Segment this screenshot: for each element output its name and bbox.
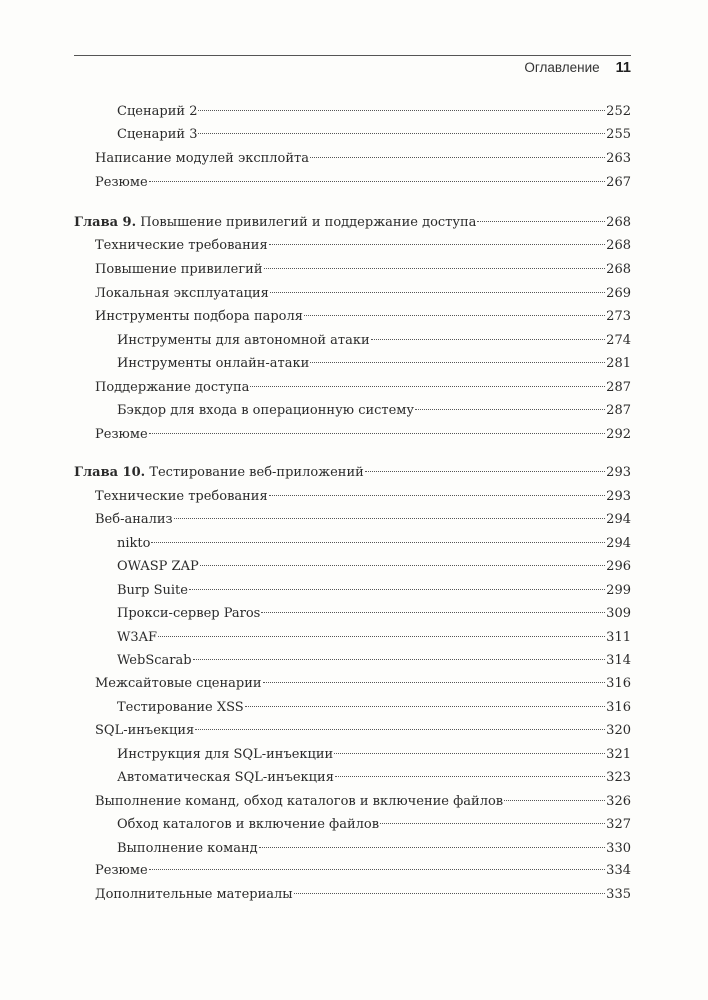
dot-leader <box>365 471 605 472</box>
toc-entry[interactable] <box>0 533 708 555</box>
toc-entry-line <box>95 860 631 882</box>
toc-entry-title <box>95 509 173 531</box>
toc-entry-line <box>95 424 631 446</box>
toc-entry-text: Повышение привилегий и поддержание доступа <box>140 215 477 230</box>
toc-page-number: 316 <box>606 700 631 715</box>
toc-entry-text: Резюме <box>95 427 148 442</box>
dot-leader <box>477 221 605 222</box>
toc-page-number: 281 <box>606 356 631 371</box>
toc-entry-text: Инструменты подбора пароля <box>95 309 303 324</box>
toc-entry-title <box>95 720 194 742</box>
toc-page-number: 268 <box>606 238 631 253</box>
dot-leader <box>264 268 606 269</box>
dot-leader <box>245 706 605 707</box>
toc-entry[interactable] <box>0 509 708 531</box>
toc-page-number: 335 <box>606 887 631 902</box>
toc-entry[interactable] <box>0 330 708 352</box>
toc-page-number: 320 <box>606 723 631 738</box>
toc-entry[interactable] <box>0 377 708 399</box>
toc-entry[interactable] <box>0 400 708 422</box>
toc-entry-title <box>117 400 414 422</box>
toc-entry-text: Обход каталогов и включение файлов <box>117 817 380 832</box>
toc-page-number: 316 <box>606 676 631 691</box>
toc-entry-title <box>95 884 293 906</box>
toc-entry-title <box>95 860 148 882</box>
toc-entry-title <box>95 283 269 305</box>
toc-entry-title <box>95 235 268 257</box>
dot-leader <box>263 682 606 683</box>
toc-entry-line <box>117 101 631 123</box>
toc-entry-line <box>95 791 631 813</box>
toc-entry[interactable] <box>0 580 708 602</box>
toc-entry-title <box>95 259 263 281</box>
toc-page-number: 263 <box>606 151 631 166</box>
toc-entry-text: Сценарий 2 <box>117 104 198 119</box>
toc-page-number: 309 <box>606 606 631 621</box>
toc-entry[interactable] <box>0 673 708 695</box>
dot-leader <box>250 386 605 387</box>
toc-page-number: 267 <box>606 175 631 190</box>
toc-entry[interactable] <box>0 860 708 882</box>
toc-page-number: 326 <box>606 794 631 809</box>
dot-leader <box>149 869 606 870</box>
toc-entry-text: Выполнение команд <box>117 841 258 856</box>
toc-page-number: 292 <box>606 427 631 442</box>
chapter-label: Глава 9. <box>74 215 137 230</box>
toc-entry[interactable] <box>0 627 708 649</box>
toc-entry-line <box>95 486 631 508</box>
toc-page-number: 269 <box>606 286 631 301</box>
toc-entry-title <box>117 603 260 625</box>
toc-entry-title <box>95 673 262 695</box>
dot-leader <box>158 636 605 637</box>
toc-entry[interactable] <box>0 814 708 836</box>
toc-entry-title <box>117 124 197 146</box>
toc-entry-title <box>117 814 379 836</box>
toc-entry-text: Выполнение команд, обход каталогов и включение файлов <box>95 794 504 809</box>
dot-leader <box>198 110 605 111</box>
toc-entry-text: SQL-инъекция <box>95 723 195 738</box>
toc-entry[interactable] <box>0 283 708 305</box>
toc-page-number: 274 <box>606 333 631 348</box>
dot-leader <box>504 800 605 801</box>
toc-entry-line <box>117 838 631 860</box>
toc-entry[interactable] <box>0 556 708 578</box>
toc-page-number: 311 <box>606 630 631 645</box>
toc-page-number: 287 <box>606 403 631 418</box>
page-number: 11 <box>615 60 631 76</box>
toc-entry-text: Межсайтовые сценарии <box>95 676 262 691</box>
toc-entry-text: Дополнительные материалы <box>95 887 293 902</box>
toc-chapter-entry[interactable] <box>0 212 708 234</box>
toc-entry[interactable] <box>0 259 708 281</box>
toc-entry-text: Поддержание доступа <box>95 380 250 395</box>
toc-entry-text: Автоматическая SQL-инъекция <box>117 770 334 785</box>
toc-entry-line <box>117 744 631 766</box>
toc-entry-line <box>117 580 631 602</box>
toc-entry-title <box>117 101 197 123</box>
dot-leader <box>269 244 606 245</box>
toc-entry-text: Инструменты для автономной атаки <box>117 333 370 348</box>
toc-entry[interactable] <box>0 235 708 257</box>
dot-leader <box>415 409 605 410</box>
toc-entry-title <box>117 767 334 789</box>
toc-entry-line <box>95 673 631 695</box>
toc-entry-line <box>117 353 631 375</box>
toc-page-number: 287 <box>606 380 631 395</box>
toc-entry[interactable] <box>0 838 708 860</box>
toc-entry-line <box>95 884 631 906</box>
toc-entry-title <box>74 462 364 484</box>
toc-page-number: 334 <box>606 863 631 878</box>
toc-entry-title <box>117 330 370 352</box>
running-header-title: Оглавление <box>524 60 600 75</box>
toc-entry-text: Повышение привилегий <box>95 262 263 277</box>
toc-entry[interactable] <box>0 744 708 766</box>
toc-page-number: 293 <box>606 465 631 480</box>
toc-entry[interactable] <box>0 603 708 625</box>
toc-entry-title <box>117 533 150 555</box>
toc-entry-title <box>95 172 148 194</box>
dot-leader <box>149 433 606 434</box>
toc-entry-text: Бэкдор для входа в операционную систему <box>117 403 415 418</box>
dot-leader <box>195 729 605 730</box>
toc-entry[interactable] <box>0 720 708 742</box>
toc-entry[interactable] <box>0 124 708 146</box>
toc-entry-title <box>117 744 333 766</box>
toc-entry-line <box>95 509 631 531</box>
dot-leader <box>304 315 605 316</box>
toc-entry[interactable] <box>0 697 708 719</box>
toc-page-number: 321 <box>606 747 631 762</box>
toc-page-number: 273 <box>606 309 631 324</box>
toc-entry-text: Тестирование XSS <box>117 700 244 715</box>
toc-entry-title <box>117 697 244 719</box>
toc-entry-title <box>95 306 303 328</box>
toc-entry-line <box>95 172 631 194</box>
toc-entry-title <box>95 148 309 170</box>
toc-page-number: 296 <box>606 559 631 574</box>
toc-entry-line <box>117 650 631 672</box>
toc-page-number: 293 <box>606 489 631 504</box>
toc-entry-line <box>117 814 631 836</box>
toc-page-number: 268 <box>606 262 631 277</box>
toc-entry-title <box>95 377 249 399</box>
toc-entry[interactable] <box>0 791 708 813</box>
toc-entry-title <box>117 650 192 672</box>
toc-page-number: 255 <box>606 127 631 142</box>
dot-leader <box>270 292 605 293</box>
toc-entry-line <box>117 556 631 578</box>
dot-leader <box>334 753 605 754</box>
toc-page-number: 294 <box>606 512 631 527</box>
toc-page-number: 323 <box>606 770 631 785</box>
toc-entry[interactable] <box>0 101 708 123</box>
dot-leader <box>294 893 606 894</box>
toc-entry-line <box>117 330 631 352</box>
toc-entry-line <box>95 720 631 742</box>
toc-page-number: 252 <box>606 104 631 119</box>
toc-entry-text: W3AF <box>117 630 158 645</box>
toc-entry-text: Резюме <box>95 175 148 190</box>
toc-entry-text: Веб-анализ <box>95 512 173 527</box>
chapter-label: Глава 10. <box>74 465 146 480</box>
toc-entry[interactable] <box>0 306 708 328</box>
toc-entry[interactable] <box>0 424 708 446</box>
toc-entry-line <box>95 306 631 328</box>
dot-leader <box>193 659 606 660</box>
toc-entry-title <box>95 486 268 508</box>
dot-leader <box>200 565 605 566</box>
toc-entry-line <box>74 212 631 234</box>
toc-entry-text: Burp Suite <box>117 583 188 598</box>
toc-page-number: 268 <box>606 215 631 230</box>
toc-entry-title <box>74 212 476 234</box>
toc-page-number: 299 <box>606 583 631 598</box>
toc-entry-text: Инструменты онлайн-атаки <box>117 356 310 371</box>
toc-entry-line <box>95 377 631 399</box>
toc-entry[interactable] <box>0 884 708 906</box>
toc-entry-text: OWASP ZAP <box>117 559 199 574</box>
toc-entry[interactable] <box>0 486 708 508</box>
toc-page-number: 294 <box>606 536 631 551</box>
toc-entry[interactable] <box>0 650 708 672</box>
toc-entry[interactable] <box>0 767 708 789</box>
toc-entry-title <box>117 838 258 860</box>
toc-entry-line <box>95 148 631 170</box>
toc-entry-title <box>117 353 309 375</box>
dot-leader <box>149 181 606 182</box>
toc-entry-text: Инструкция для SQL-инъекции <box>117 747 334 762</box>
toc-entry-line <box>117 400 631 422</box>
toc-entry-text: Написание модулей эксплойта <box>95 151 309 166</box>
dot-leader <box>189 589 605 590</box>
toc-entry-title <box>117 627 157 649</box>
toc-entry-line <box>95 283 631 305</box>
toc-entry-title <box>117 556 199 578</box>
toc-entry-line <box>117 697 631 719</box>
toc-page-number: 330 <box>606 841 631 856</box>
toc-entry-text: Резюме <box>95 863 148 878</box>
toc-entry-text: Прокси-сервер Paros <box>117 606 261 621</box>
toc-entry-text: nikto <box>117 536 151 551</box>
dot-leader <box>261 612 605 613</box>
dot-leader <box>380 823 605 824</box>
toc-page-number: 314 <box>606 653 631 668</box>
toc-entry-line <box>95 235 631 257</box>
toc-entry-text: Тестирование веб-приложений <box>149 465 364 480</box>
dot-leader <box>335 776 605 777</box>
dot-leader <box>151 542 605 543</box>
toc-entry-line <box>117 533 631 555</box>
toc-entry[interactable] <box>0 353 708 375</box>
toc-entry-line <box>117 603 631 625</box>
toc-entry[interactable] <box>0 148 708 170</box>
dot-leader <box>198 133 605 134</box>
toc-entry-line <box>117 124 631 146</box>
dot-leader <box>174 518 606 519</box>
toc-entry-line <box>74 462 631 484</box>
toc-entry-text: Технические требования <box>95 489 268 504</box>
toc-entry-line <box>117 627 631 649</box>
toc-entry-title <box>95 424 148 446</box>
toc-entry-text: Сценарий 3 <box>117 127 198 142</box>
dot-leader <box>269 495 606 496</box>
dot-leader <box>371 339 606 340</box>
toc-entry[interactable] <box>0 172 708 194</box>
toc-entry-line <box>117 767 631 789</box>
toc-entry-line <box>95 259 631 281</box>
toc-entry-text: WebScarab <box>117 653 192 668</box>
toc-entry-text: Локальная эксплуатация <box>95 286 269 301</box>
dot-leader <box>310 362 605 363</box>
toc-page-number: 327 <box>606 817 631 832</box>
toc-entry-title <box>95 791 503 813</box>
toc-entry-text: Технические требования <box>95 238 268 253</box>
toc-chapter-entry[interactable] <box>0 462 708 484</box>
dot-leader <box>259 847 606 848</box>
dot-leader <box>310 157 605 158</box>
toc-entry-title <box>117 580 188 602</box>
